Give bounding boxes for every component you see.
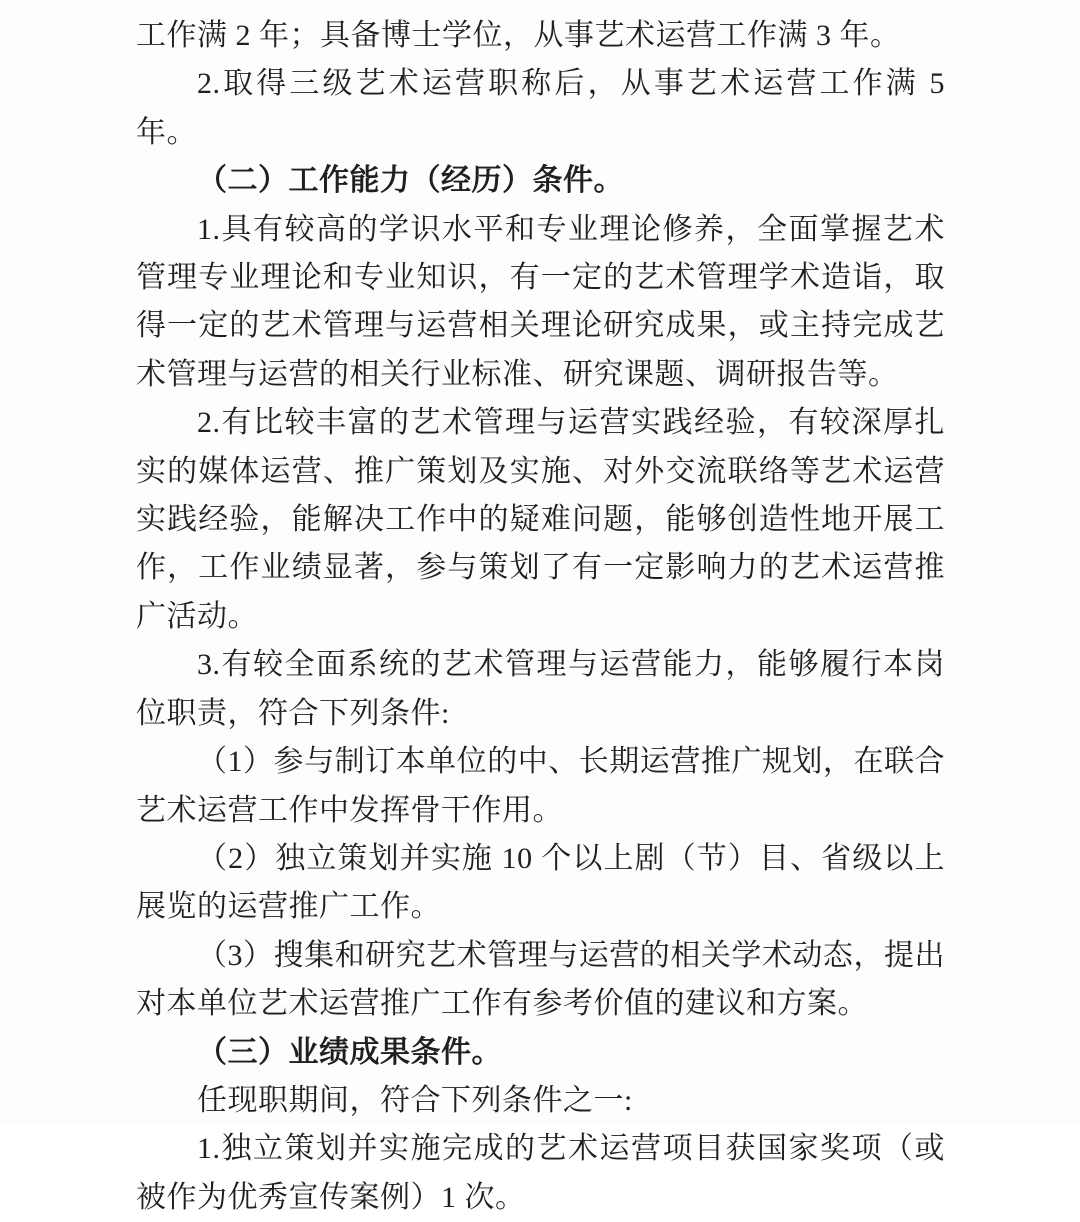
paragraph: 1.具有较高的学识水平和专业理论修养，全面掌握艺术管理专业理论和专业知识，有一定的艺术管理学术造诣，取得一定的艺术管理与运营相关理论研究成果，或主持完成艺术管理与运营的相关行业标准、研究课题、调研报告等。 [136,212,945,391]
section-heading: （三）业绩成果条件。 [197,1035,502,1069]
paragraph: 2.有比较丰富的艺术管理与运营实践经验，有较深厚扎实的媒体运营、推广策划及实施、对外交流联络等艺术运营实践经验，能解决工作中的疑难问题，能够创造性地开展工作，工作业绩显著，参与策划了有一定影响力的艺术运营推广活动。 [136,406,945,633]
paragraph: （1）参与制订本单位的中、长期运营推广规划，在联合艺术运营工作中发挥骨干作用。 [136,745,945,827]
paragraph: （3）搜集和研究艺术管理与运营的相关学术动态，提出对本单位艺术运营推广工作有参考价值的建议和方案。 [136,938,945,1021]
paragraph: 任现职期间，符合下列条件之一: [197,1083,633,1117]
paragraph: 工作满 2 年；具备博士学位，从事艺术运营工作满 3 年。 [136,19,901,52]
section-heading: （二）工作能力（经历）条件。 [197,164,624,198]
paragraph: （2）独立策划并实施 10 个以上剧（节）目、省级以上展览的运营推广工作。 [136,841,945,924]
paragraph: 3.有较全面系统的艺术管理与运营能力，能够履行本岗位职责，符合下列条件: [136,648,945,730]
paragraph: 1.独立策划并实施完成的艺术运营项目获国家奖项（或被作为优秀宣传案例）1 次。 [136,1132,945,1214]
paragraph: 2.取得三级艺术运营职称后，从事艺术运营工作满 5 年。 [136,67,945,149]
